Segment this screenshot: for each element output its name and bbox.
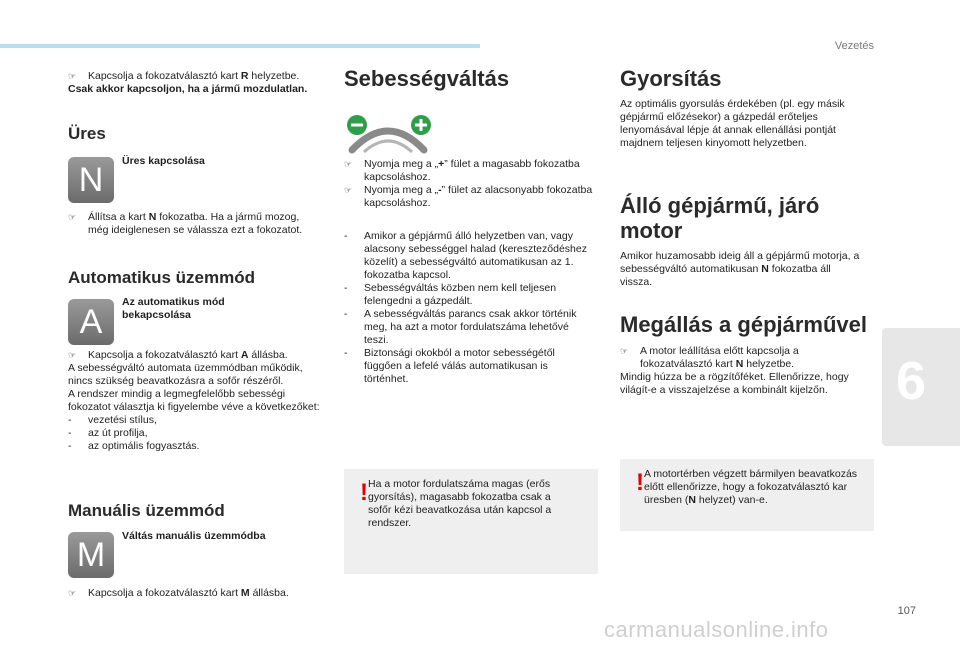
warning-icon: ! (636, 469, 644, 496)
shift-up-bullet: ☞ Nyomja meg a „+” fület a magasabb fokozatba kapcsoláshoz. (344, 158, 580, 183)
list-item: - Sebességváltás közben nem kell teljesen felengedni a gázpedált. (344, 282, 557, 307)
engine-warning-text: A motortérben végzett bármilyen beavatkozás előtt ellenőrizze, hogy a fokozatválasztó kar üresben (N helyzet) van-e. (644, 468, 858, 506)
chapter-number: 6 (896, 351, 927, 411)
intro-bold-text: Csak akkor kapcsoljon, ha a jármű mozdulatlan. (68, 83, 308, 95)
warning-note (344, 469, 598, 574)
arrow-bullet-icon: ☞ (68, 212, 77, 222)
intro-block (68, 70, 308, 96)
warning-icon: ! (360, 479, 368, 506)
auto-bullet: ☞ Kapcsolja a fokozatválasztó kart A állásba. (68, 349, 288, 361)
arrow-bullet-icon: ☞ (68, 588, 77, 598)
sebessegvaltas-heading: Sebességváltás (344, 66, 510, 91)
arrow-bullet-icon: ☞ (620, 346, 629, 356)
auto-block (68, 349, 324, 453)
shift-down-bullet: ☞ Nyomja meg a „-” fület az alacsonyabb fokozatba kapcsoláshoz. (344, 184, 593, 209)
allo-text: Amikor huzamosabb ideig áll a gépjármű motorja, a sebességváltó automatikusan N fokozatba áll vissza. (620, 250, 860, 288)
auto-paragraph-2: A rendszer mindig a legmegfelelőbb sebességi fokozatot választja ki figyelembe véve a következőket: (68, 388, 320, 413)
page-number: 107 (897, 605, 916, 617)
engine-warning-note (620, 459, 874, 531)
gyorsitas-text: Az optimális gyorsulás érdekében (pl. egy másik gépjármű előzésekor) a gázpedál erőteljes lenyomásával lépje át annak ellenállási pontját majdnem teljesen kinyomott helyzetben. (620, 98, 845, 149)
intro-bullet: ☞ Kapcsolja a fokozatválasztó kart R helyzetbe. (68, 70, 300, 82)
megallas-heading: Megállás a gépjárművel (620, 312, 867, 337)
list-item: - Amikor a gépjármű álló helyzetben van, vagy alacsony sebességgel halad (kereszteződéshez közelít) a sebességváltó automatikusan az 1. fokozatba kapcsol. (344, 230, 587, 281)
allo-heading: Álló gépjármű, járó motor (620, 193, 820, 243)
chapter-title: Vezetés (834, 40, 874, 52)
ures-block (68, 211, 318, 237)
arrow-bullet-icon: ☞ (68, 71, 77, 81)
megallas-block (620, 345, 862, 397)
header-accent-bar (0, 44, 480, 48)
gyorsitas-heading: Gyorsítás (620, 66, 722, 91)
list-item: - az optimális fogyasztás. (68, 440, 200, 452)
megallas-text: Mindig húzza be a rögzítőféket. Ellenőrizze, hogy világít-e a visszajelzése a kombinált kijelzőn. (620, 371, 849, 396)
arrow-bullet-icon: ☞ (344, 185, 353, 195)
manual-mode-icon: M (68, 532, 114, 578)
warning-note-text: Ha a motor fordulatszáma magas (erős gyorsítás), magasabb fokozatba csak a sofőr kézi beavatkozása után kapcsol a rendszer. (368, 478, 552, 529)
manual-block (68, 587, 338, 600)
auto-paragraph-1: A sebességváltó automata üzemmódban működik, nincs szükség beavatkozásra a sofőr részéről. (68, 362, 303, 387)
auto-mode-icon: A (68, 299, 114, 345)
ures-bullet: ☞ Állítsa a kart N fokozatba. Ha a jármű mozog, még ideiglenesen se válassza ezt a fokozatot. (68, 211, 303, 236)
watermark: carmanualsonline.info (604, 617, 829, 642)
ures-heading: Üres (68, 124, 106, 143)
shift-rules (344, 230, 594, 386)
manual-heading: Manuális üzemmód (68, 501, 225, 520)
list-item: - Biztonsági okokból a motor sebességétől függően a lefelé válás automatikusan is történhet. (344, 347, 555, 385)
neutral-gear-icon: N (68, 157, 114, 203)
steering-paddle-icon (344, 112, 432, 156)
auto-caption: Az automatikus mód bekapcsolása (122, 296, 225, 321)
megallas-bullet: ☞ A motor leállítása előtt kapcsolja a fokozatválasztó kart N helyzetbe. (620, 345, 799, 370)
auto-heading: Automatikus üzemmód (68, 268, 256, 287)
arrow-bullet-icon: ☞ (68, 350, 77, 360)
list-item: - az út profilja, (68, 427, 148, 439)
list-item: - vezetési stílus, (68, 414, 157, 426)
chapter-tab (882, 328, 960, 446)
manual-caption: Váltás manuális üzemmódba (122, 530, 266, 542)
paddle-bullets (344, 158, 594, 210)
ures-caption: Üres kapcsolása (122, 155, 205, 167)
manual-bullet: ☞ Kapcsolja a fokozatválasztó kart M állásba. (68, 587, 289, 599)
list-item: - A sebességváltás parancs csak akkor történik meg, ha azt a motor fordulatszáma lehetővé teszi. (344, 308, 577, 346)
arrow-bullet-icon: ☞ (344, 159, 353, 169)
